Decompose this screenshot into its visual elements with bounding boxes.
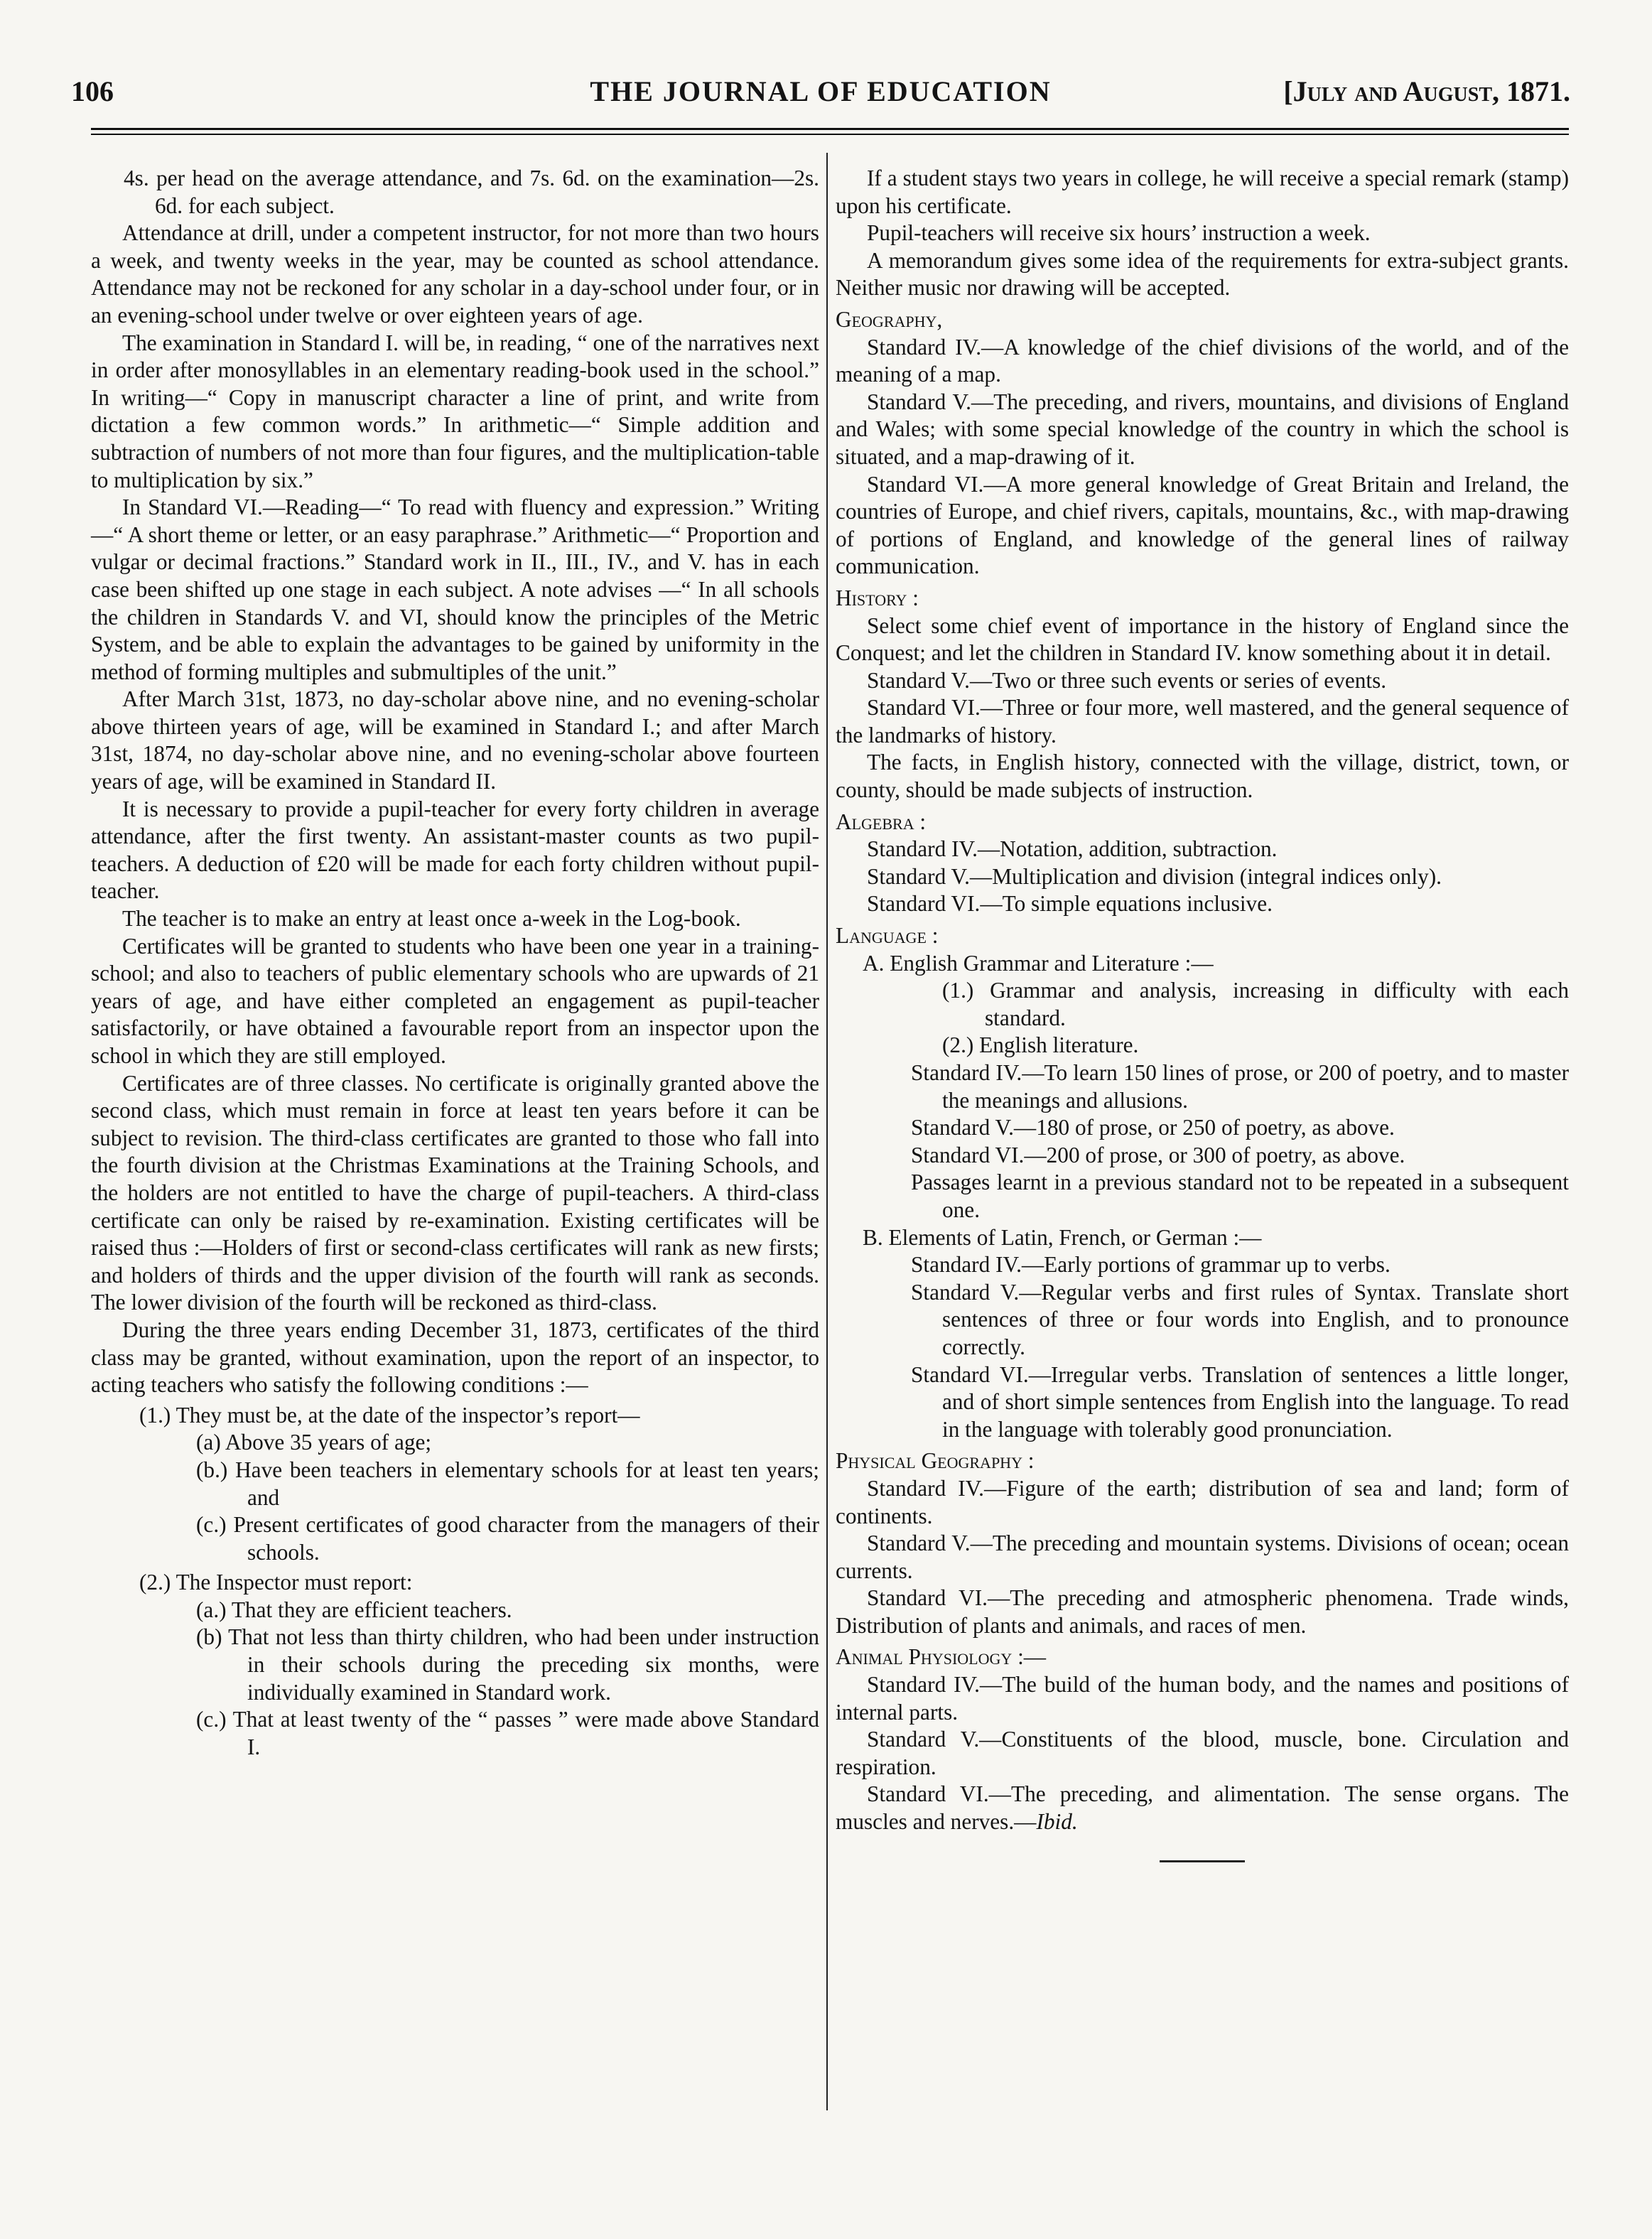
paragraph: Standard V.—Regular verbs and first rules of Syntax. Translate short sentences of three or four words into English, and to pronounce correctly.	[911, 1279, 1569, 1359]
paragraph: Certificates will be granted to students who have been one year in a training-school; and also to teachers of public elementary schools who are upwards of 21 years of age, and have either completed an engagement as pupil-teacher satisfactorily, or have obtained a favourable report from an inspector upon the school in which they are still employed.	[91, 933, 819, 1068]
paragraph: (a.) That they are efficient teachers.	[196, 1597, 512, 1622]
section-heading: Physical Geography :	[836, 1448, 1035, 1474]
paragraph: (2.) The Inspector must report:	[139, 1570, 413, 1595]
paragraph: After March 31st, 1873, no day-scholar above nine, and no evening-scholar above thirteen years of age, will be examined in Standard I.; and after March 31st, 1874, no day-scholar above nine, and no evening-scholar above fourteen years of age, will be examined in Standard II.	[91, 686, 819, 794]
paragraph: Standard VI.—To simple equations inclusive.	[867, 891, 1273, 917]
paragraph: Standard VI.—A more general knowledge of Great Britain and Ireland, the countries of Europe, and chief rivers, capitals, mountains, &c., with map-drawing of portions of England, and knowledge of the general lines of railway communication.	[836, 471, 1569, 579]
paragraph: Standard IV.—The build of the human body, and the names and positions of internal parts.	[836, 1672, 1569, 1725]
column-divider	[826, 153, 828, 2110]
paragraph: Certificates are of three classes. No certificate is originally granted above the second class, which must remain in force at least ten years before it can be subject to revision. The third-class certificates are granted to those who fall into the fourth division at the Christmas Examinations at the Training Schools, and the holders are not entitled to have the charge of pupil-teachers. A third-class certificate can only be raised by re-examination. Existing certificates will be raised thus :—Holders of first or second-class certificates will rank as new firsts; and holders of thirds and the upper division of the fourth will rank as seconds. The lower division of the fourth will be reckoned as third-class.	[91, 1070, 819, 1315]
header-rule-thin	[91, 134, 1569, 135]
paragraph: (b.) Have been teachers in elementary schools for at least ten years; and	[196, 1457, 819, 1510]
paragraph: Standard V.—180 of prose, or 250 of poetry, as above.	[911, 1115, 1395, 1140]
paragraph: Passages learnt in a previous standard not to be repeated in a subsequent one.	[911, 1170, 1569, 1222]
paragraph: Standard IV.—To learn 150 lines of prose, or 200 of poetry, and to master the meanings and allusions.	[911, 1060, 1569, 1113]
paragraph: (a) Above 35 years of age;	[196, 1430, 432, 1455]
page-number: 106	[71, 75, 114, 107]
paragraph: (b) That not less than thirty children, who had been under instruction in their schools during the preceding six months, were individually examined in Standard work.	[196, 1624, 819, 1705]
paragraph: Standard V.—Two or three such events or series of events.	[867, 667, 1387, 693]
paragraph: (c.) That at least twenty of the “ passes ” were made above Standard I.	[196, 1707, 819, 1759]
paragraph: If a student stays two years in college, he will receive a special remark (stamp) upon his certificate.	[836, 166, 1569, 218]
section-heading: Algebra :	[836, 809, 927, 834]
section-heading: Animal Physiology :—	[836, 1644, 1047, 1670]
paragraph: Standard V.—The preceding, and rivers, mountains, and divisions of England and Wales; with some special knowledge of the country in which the school is situated, and a map-drawing of it.	[836, 389, 1569, 469]
right-column	[836, 165, 1569, 1862]
issue-date: [July and August, 1871.	[1283, 75, 1570, 107]
left-column	[91, 165, 819, 1761]
paragraph: In Standard VI.—Reading—“ To read with fluency and expression.” Writing—“ A short theme or letter, or an easy paraphrase.” Arithmetic—“ Proportion and vulgar or decimal fractions.” Standard work in II., III., IV., and V. has in each case been shifted up one stage in each subject. A note advises —“ In all schools the children in Standards V. and VI, should know the principles of the Metric System, and be able to explain the advantages to be gained by uniformity in the method of forming multiples and submultiples of the unit.”	[91, 495, 819, 684]
end-rule	[1160, 1860, 1245, 1862]
paragraph: It is necessary to provide a pupil-teacher for every forty children in average attendance, after the first twenty. An assistant-master counts as two pupil-teachers. A deduction of £20 will be made for each forty children without pupil-teacher.	[91, 796, 819, 904]
paragraph: Standard IV.—Early portions of grammar up to verbs.	[911, 1252, 1391, 1278]
paragraph: Standard IV.—Figure of the earth; distribution of sea and land; form of continents.	[836, 1475, 1569, 1528]
paragraph: Standard V.—The preceding and mountain systems. Divisions of ocean; ocean currents.	[836, 1531, 1569, 1583]
paragraph: During the three years ending December 31, 1873, certificates of the third class may be granted, without examination, upon the report of an inspector, to acting teachers who satisfy the following conditions :—	[91, 1317, 819, 1398]
paragraph: B. Elements of Latin, French, or German :—	[863, 1224, 1262, 1250]
section-heading: History :	[836, 585, 919, 610]
paragraph: The examination in Standard I. will be, in reading, “ one of the narratives next in order after monosyllables in an elementary reading-book used in the school.” In writing—“ Copy in manuscript character a line of print, and write from dictation a few common words.” In arithmetic—“ Simple addition and subtraction of numbers of not more than four figures, and the multiplication-table to multiplication by six.”	[91, 330, 819, 492]
paragraph: Select some chief event of importance in the history of England since the Conquest; and let the children in Standard IV. know something about it in detail.	[836, 613, 1569, 666]
section-heading: Language :	[836, 923, 939, 949]
paragraph: (c.) Present certificates of good character from the managers of their schools.	[196, 1512, 819, 1565]
section-heading: Geography,	[836, 306, 943, 332]
paragraph: Standard VI.—Three or four more, well mastered, and the general sequence of the landmarks of history.	[836, 695, 1569, 748]
paragraph: Standard IV.—A knowledge of the chief divisions of the world, and of the meaning of a map.	[836, 334, 1569, 387]
paragraph: (2.) English literature.	[942, 1032, 1139, 1058]
paragraph: (1.) They must be, at the date of the inspector’s report—	[139, 1402, 640, 1428]
paragraph: Standard VI.—200 of prose, or 300 of poetry, as above.	[911, 1142, 1405, 1167]
paragraph: The teacher is to make an entry at least once a-week in the Log-book.	[122, 906, 741, 932]
header-rule-thick	[91, 128, 1569, 130]
paragraph: The facts, in English history, connected with the village, district, town, or county, should be made subjects of instruction.	[836, 750, 1569, 803]
paragraph: 4s. per head on the average attendance, and 7s. 6d. on the examination—2s. 6d. for each subject.	[124, 166, 819, 218]
paragraph: Standard V.—Multiplication and division (integral indices only).	[867, 863, 1442, 889]
running-header	[71, 75, 1570, 117]
journal-title: THE JOURNAL OF EDUCATION	[590, 75, 1052, 107]
paragraph: Standard IV.—Notation, addition, subtraction.	[867, 836, 1278, 862]
paragraph: Standard VI.—The preceding and atmospheric phenomena. Trade winds, Distribution of plants and animals, and races of men.	[836, 1585, 1569, 1638]
paragraph: Pupil-teachers will receive six hours’ instruction a week.	[867, 220, 1371, 246]
right-column-body	[836, 165, 1569, 1836]
paragraph: Standard V.—Constituents of the blood, muscle, bone. Circulation and respiration.	[836, 1727, 1569, 1779]
paragraph: Standard VI.—Irregular verbs. Translation of sentences a little longer, and of short simple sentences from English into the language. To read in the language with tolerably good pronunciation.	[911, 1361, 1569, 1442]
paragraph: Attendance at drill, under a competent instructor, for not more than two hours a week, and twenty weeks in the year, may be counted as school attendance. Attendance may not be reckoned for any scholar in a day-school under four, or in an evening-school under twelve or over eighteen years of age.	[91, 220, 819, 328]
ibid-citation: Ibid.	[1036, 1809, 1078, 1835]
paragraph: A memorandum gives some idea of the requirements for extra-subject grants. Neither music nor drawing will be accepted.	[836, 247, 1569, 301]
paragraph: (1.) Grammar and analysis, increasing in difficulty with each standard.	[942, 978, 1569, 1030]
paragraph: A. English Grammar and Literature :—	[863, 950, 1214, 976]
paragraph: Standard VI.—The preceding, and alimentation. The sense organs. The muscles and nerves.—Ibid.	[836, 1781, 1569, 1835]
